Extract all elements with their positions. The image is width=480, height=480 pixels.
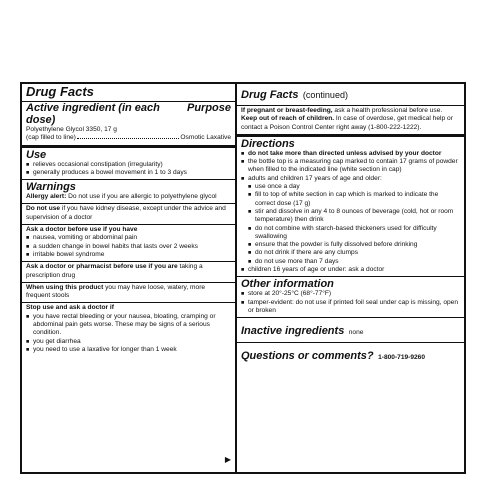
list-item: ■ you get diarrhea	[26, 338, 231, 346]
list-item: ■ relieves occasional constipation (irregularity)	[26, 161, 231, 169]
list-item: ■ you need to use a laxative for longer than 1 week	[26, 346, 231, 354]
drug-facts-continued-title: Drug Facts	[241, 89, 299, 101]
when-using-text: you may have loose, watery, more frequent stools	[26, 283, 206, 300]
allergy-alert	[26, 193, 231, 201]
list-item: ■ stir and dissolve in any 4 to 8 ounces of beverage (cold, hot or room temperature) then drink	[241, 208, 460, 225]
ask-doctor-heading: Ask a doctor before use if you have	[26, 226, 138, 234]
allergy-label: Allergy alert:	[26, 193, 67, 201]
pregnancy-text: ask a health professional before use.	[332, 107, 443, 114]
questions-heading: Questions or comments?	[241, 350, 374, 363]
inactive-ingredients-value: none	[348, 329, 364, 337]
stop-use-section	[22, 303, 235, 356]
list-item: ■ store at 20°-25°C (68°-77°F)	[241, 290, 460, 298]
pregnancy-section	[237, 106, 464, 137]
dotted-leader	[77, 138, 180, 139]
inactive-ingredients-heading: Inactive ingredients	[241, 325, 345, 338]
active-ingredient-heading: Active ingredient (in each dose)	[26, 102, 160, 126]
use-section	[22, 146, 235, 181]
list-item: ■ a sudden change in bowel habits that lasts over 2 weeks	[26, 243, 231, 251]
ask-pharmacist	[26, 263, 231, 280]
when-using	[26, 284, 231, 301]
direction-warning: do not take more than directed unless advised by your doctor	[248, 149, 442, 157]
stop-use-heading: Stop use and ask a doctor if	[26, 304, 114, 312]
keep-out-text: In case of overdose, get medical help or contact a Poison Control Center right away (1-800-222-1222).	[241, 115, 453, 131]
list-item: ■ do not drink if there are any clumps	[241, 249, 460, 257]
list-item: ■ nausea, vomiting or abdominal pain	[26, 234, 231, 242]
list-item: ■ do not combine with starch-based thickeners used for difficulty swallowing	[241, 225, 460, 242]
ask-pharmacist-label: Ask a doctor or pharmacist before use if you are	[26, 263, 178, 271]
active-ingredient-section	[22, 102, 235, 146]
list-item: ■ use once a day	[241, 183, 460, 191]
list-item: ■ ensure that the powder is fully dissolved before drinking	[241, 241, 460, 249]
ask-pharmacist-section	[22, 262, 235, 283]
questions-phone: 1-800-719-9260	[378, 354, 426, 362]
list-item: ■ the bottle top is a measuring cap marked to contain 17 grams of powder when filled to the indicated line (white section in cap)	[241, 158, 460, 175]
warnings-section	[22, 180, 235, 204]
list-item: ■ you have rectal bleeding or your nausea, bloating, cramping or abdominal pain gets worse. These may be signs of a serious condition.	[26, 313, 231, 338]
list-item	[241, 150, 460, 158]
pregnancy-label: If pregnant or breast-feeding,	[241, 107, 333, 114]
list-item: ■ do not use more than 7 days	[241, 258, 460, 266]
drug-facts-title-section	[22, 84, 235, 102]
questions-section	[237, 343, 464, 366]
list-item: ■ fill to top of white section in cap which is marked to indicate the correct dose (17 g)	[241, 191, 460, 208]
when-using-label: When using this product	[26, 283, 104, 291]
when-using-section	[22, 283, 235, 304]
keep-out-of-reach	[241, 115, 460, 132]
ingredient-line: Polyethylene Glycol 3350, 17 g	[26, 126, 117, 133]
allergy-text: Do not use if you are allergic to polyethylene glycol	[66, 193, 217, 201]
directions-heading: Directions	[241, 137, 295, 150]
ingredient-dose-note: (cap filled to line)	[26, 134, 76, 142]
ask-doctor-section	[22, 225, 235, 262]
ask-pharmacist-text: taking a prescription drug	[26, 263, 203, 279]
pregnancy-warning	[241, 107, 460, 115]
do-not-use	[26, 205, 231, 222]
use-heading: Use	[26, 148, 47, 161]
drug-facts-left-panel	[20, 82, 237, 474]
purpose-heading: Purpose	[186, 102, 231, 114]
do-not-use-label: Do not use	[26, 205, 61, 213]
purpose-value: Osmotic Laxative	[180, 134, 231, 142]
inactive-ingredients-section	[237, 318, 464, 343]
directions-section	[237, 137, 464, 277]
drug-facts-right-panel	[237, 82, 466, 474]
continue-arrow-icon: ▶	[224, 455, 231, 464]
ingredient-purpose-row	[26, 134, 231, 142]
warnings-heading: Warnings	[26, 181, 76, 194]
do-not-use-text: if you have kidney disease, except under the advice and supervision of a doctor	[26, 205, 226, 221]
list-item: ■ generally produces a bowel movement in 1 to 3 days	[26, 169, 231, 177]
do-not-use-section	[22, 204, 235, 225]
list-item: ■ irritable bowel syndrome	[26, 251, 231, 259]
drug-facts-continued-title-section	[237, 84, 464, 106]
other-information-section	[237, 277, 464, 318]
list-item: ■ adults and children 17 years of age and older:	[241, 175, 460, 183]
other-information-heading: Other information	[241, 278, 334, 291]
list-item: ■ tamper-evident: do not use if printed foil seal under cap is missing, open or broken	[241, 299, 460, 316]
list-item: ■ children 16 years of age or under: ask a doctor	[241, 266, 460, 274]
drug-facts-title: Drug Facts	[26, 84, 94, 99]
continued-suffix: (continued)	[302, 90, 348, 100]
keep-out-label: Keep out of reach of children.	[241, 115, 335, 123]
